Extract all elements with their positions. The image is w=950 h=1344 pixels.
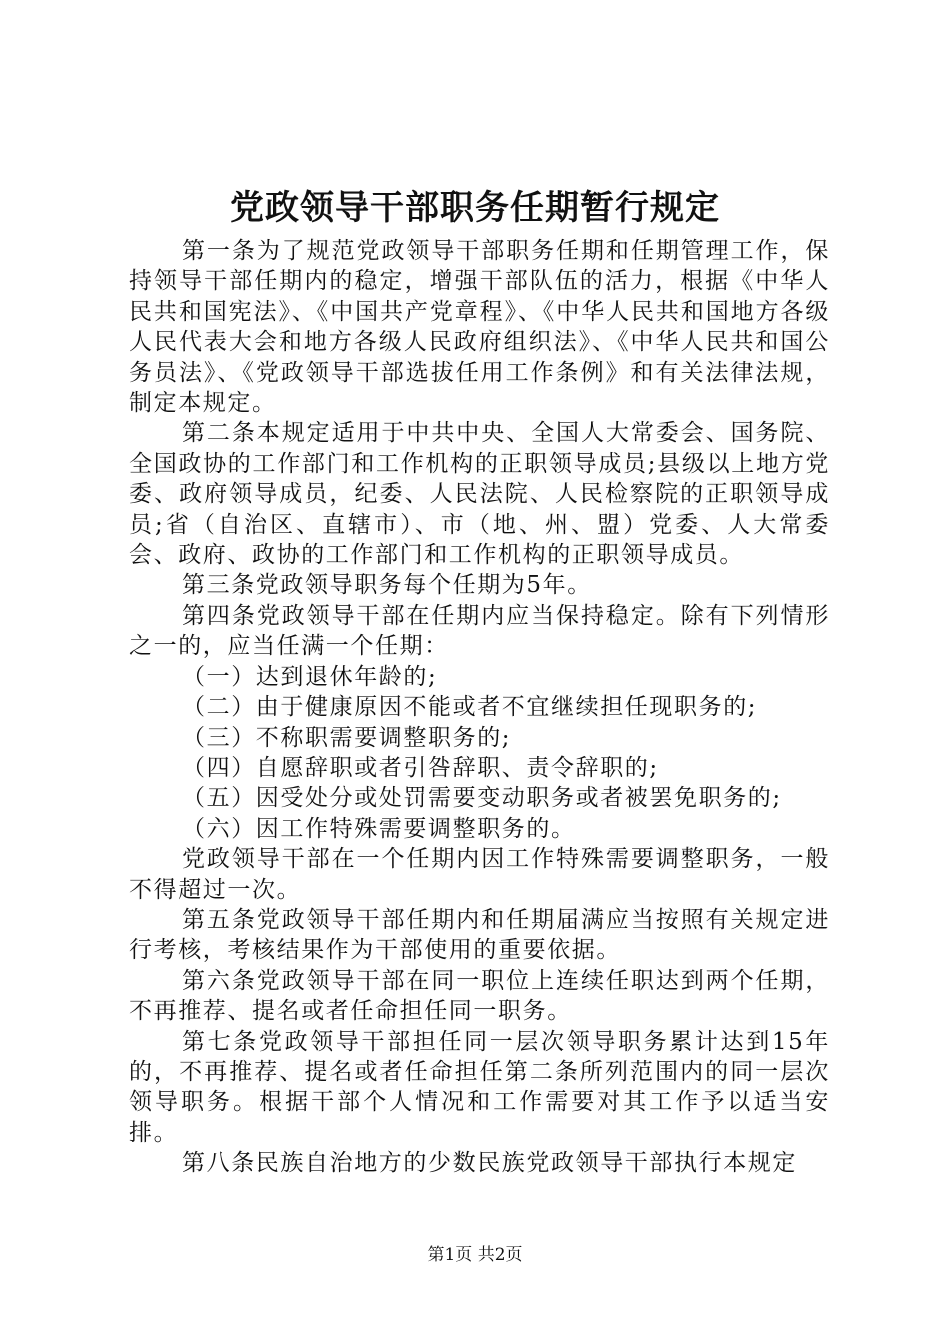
article-4: 第四条党政领导干部在任期内应当保持稳定。除有下列情形之一的，应当任满一个任期： [129,602,830,660]
list-item: （五）因受处分或处罚需要变动职务或者被罢免职务的; [182,785,782,812]
list-item: （六）因工作特殊需要调整职务的。 [182,815,576,842]
article-8: 第八条民族自治地方的少数民族党政领导干部执行本规定 [182,1150,797,1177]
list-item: （四）自愿辞职或者引咎辞职、责令辞职的; [182,754,659,781]
document-body [129,236,830,1179]
document-title: 党政领导干部职务任期暂行规定 [230,188,720,228]
article-3: 第三条党政领导职务每个任期为5年。 [182,572,592,599]
page-footer: 第1页 共2页 [427,1245,523,1265]
article-1: 第一条为了规范党政领导干部职务任期和任期管理工作，保持领导干部任期内的稳定，增强干部队伍的活力，根据《中华人民共和国宪法》、《中国共产党章程》、《中华人民共和国地方各级人民代表大会和地方各级人民政府组织法》、《中华人民共和国公务员法》、《党政领导干部选拔任用工作条例》和有关法律法规，制定本规定。 [129,238,830,417]
article-4-note: 党政领导干部在一个任期内因工作特殊需要调整职务，一般不得超过一次。 [129,846,830,903]
article-5: 第五条党政领导干部任期内和任期届满应当按照有关规定进行考核，考核结果作为干部使用的重要依据。 [129,906,830,964]
article-6: 第六条党政领导干部在同一职位上连续任职达到两个任期，不再推荐、提名或者任命担任同一职务。 [129,967,830,1025]
list-item: （二）由于健康原因不能或者不宜继续担任现职务的; [182,694,758,721]
article-7: 第七条党政领导干部担任同一层次领导职务累计达到15年的，不再推荐、提名或者任命担任第二条所列范围内的同一层次领导职务。根据干部个人情况和工作需要对其工作予以适当安排。 [129,1028,830,1146]
list-item: （一）达到退休年龄的; [182,663,438,690]
article-2: 第二条本规定适用于中共中央、全国人大常委会、国务院、全国政协的工作部门和工作机构的正职领导成员;县级以上地方党委、政府领导成员，纪委、人民法院、人民检察院的正职领导成员;省（自治区、直辖市）、市（地、州、盟）党委、人大常委会、政府、政协的工作部门和工作机构的正职领导成员。 [129,420,830,569]
list-item: （三）不称职需要调整职务的; [182,724,512,751]
